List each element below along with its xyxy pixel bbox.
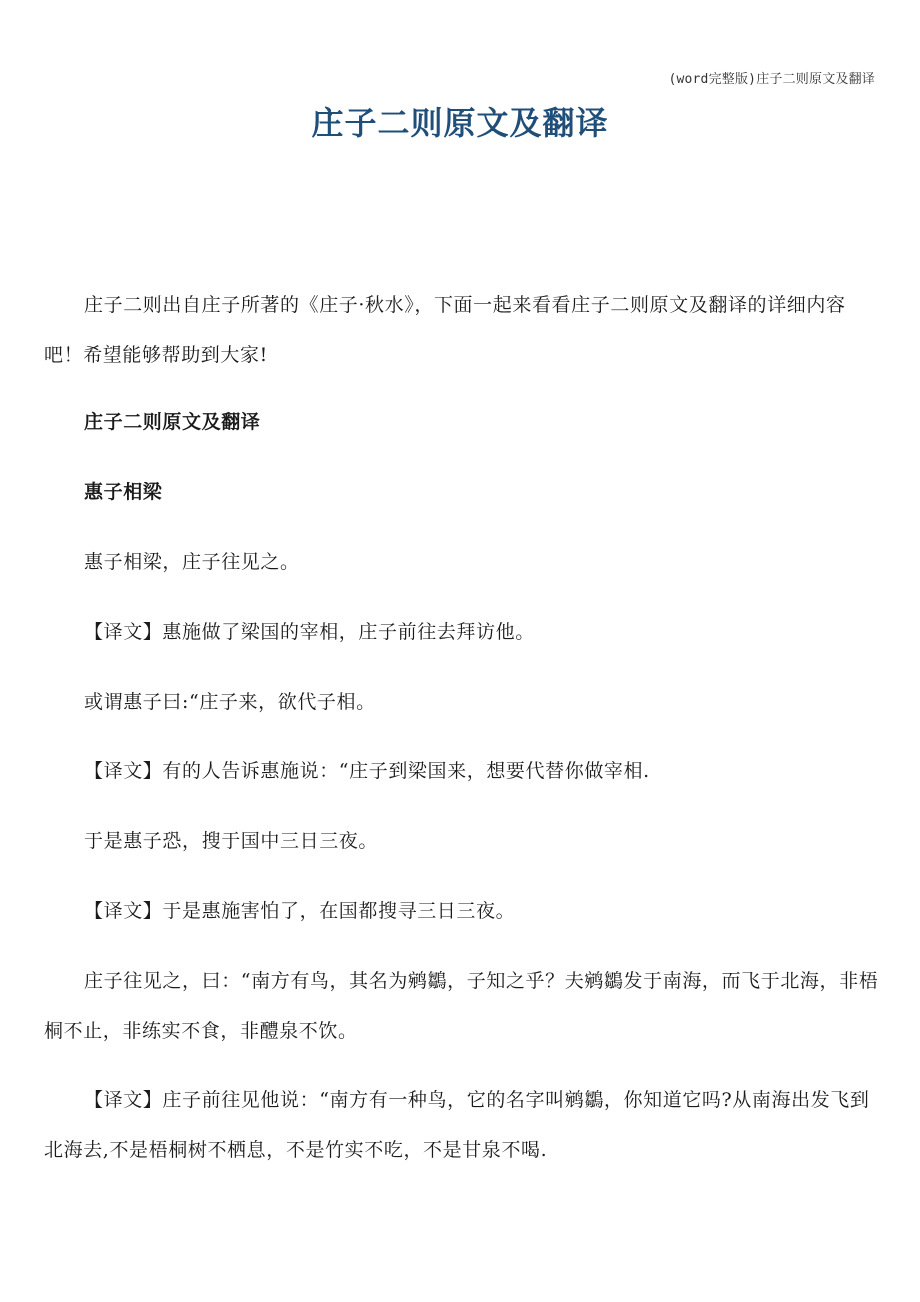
running-header: (word完整版)庄子二则原文及翻译 — [668, 72, 875, 87]
translation-paragraph: 【译文】惠施做了梁国的宰相，庄子前往去拜访他。 — [84, 621, 535, 643]
translation-paragraph: 【译文】于是惠施害怕了，在国都搜寻三日三夜。 — [84, 900, 516, 922]
paragraph: 或谓惠子曰:“庄子来，欲代子相。 — [84, 691, 376, 713]
translation-paragraph: 【译文】庄子前往见他说：“南方有一种鸟，它的名字叫鹓鶵，你知道它吗?从南海出发飞到北海去,不是梧桐树不栖息，不是竹实不吃，不是甘泉不喝. — [44, 1089, 870, 1161]
section-heading: 庄子二则原文及翻译 — [84, 411, 261, 433]
paragraph: 于是惠子恐，搜于国中三日三夜。 — [84, 830, 379, 852]
paragraph: 惠子相梁，庄子往见之。 — [84, 551, 300, 573]
translation-paragraph: 【译文】有的人告诉惠施说：“庄子到梁国来，想要代替你做宰相. — [84, 760, 650, 782]
paragraph: 庄子往见之，曰：“南方有鸟，其名为鹓鶵，子知之乎？夫鹓鶵发于南海，而飞于北海，非梧桐不止，非练实不食，非醴泉不饮。 — [44, 970, 879, 1042]
document-title: 庄子二则原文及翻译 — [311, 104, 609, 142]
subsection-heading: 惠子相梁 — [84, 481, 163, 503]
intro-paragraph: 庄子二则出自庄子所著的《庄子·秋水》，下面一起来看看庄子二则原文及翻译的详细内容吧！希望能够帮助到大家! — [44, 294, 846, 366]
